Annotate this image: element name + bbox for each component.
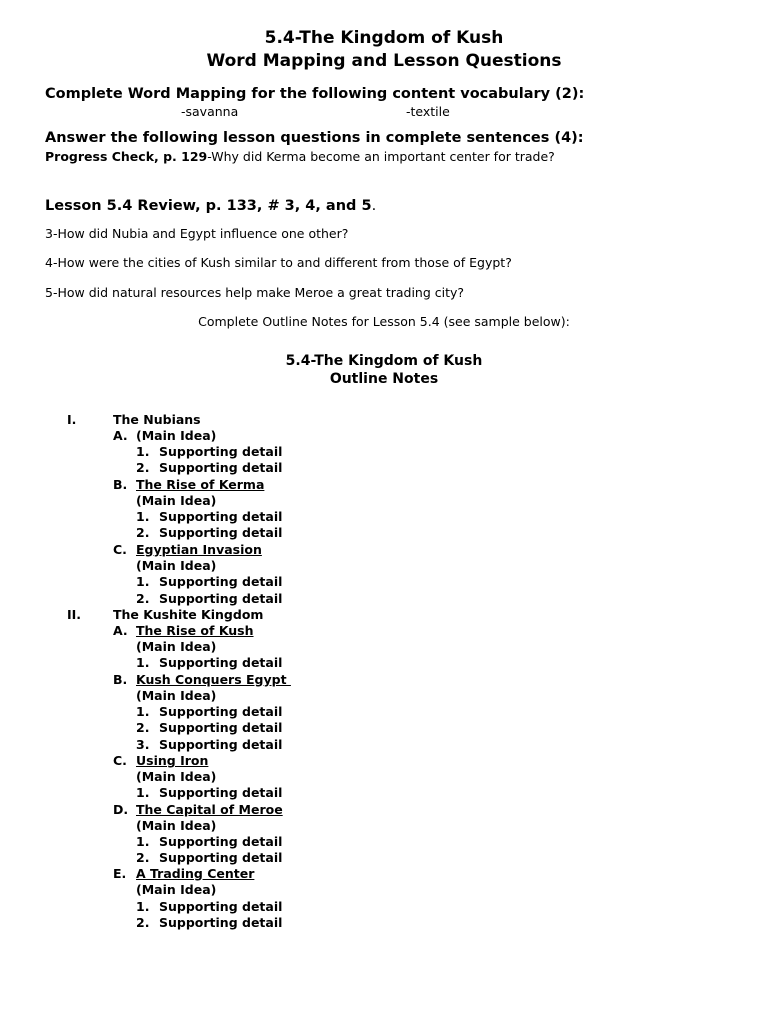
outline-number: 2. xyxy=(136,460,150,475)
page-title: 5.4-The Kingdom of Kush xyxy=(264,28,504,48)
outline-detail: Supporting detail xyxy=(159,655,283,670)
lesson-questions-heading: Answer the following lesson questions in complete sentences (4): xyxy=(45,130,584,146)
outline-section-kushite-kingdom: The Kushite Kingdom xyxy=(113,607,264,622)
outline-number: 3. xyxy=(136,737,150,752)
outline-main-idea: (Main Idea) xyxy=(136,882,217,897)
word-mapping-heading: Complete Word Mapping for the following content vocabulary (2): xyxy=(45,86,585,102)
outline-section-nubians: The Nubians xyxy=(113,412,201,427)
outline-letter: C. xyxy=(113,542,127,557)
outline-topic-rise-of-kush: The Rise of Kush xyxy=(136,623,254,638)
outline-number: 1. xyxy=(136,574,150,589)
outline-detail: Supporting detail xyxy=(159,834,283,849)
outline-detail: Supporting detail xyxy=(159,525,283,540)
outline-main-idea: (Main Idea) xyxy=(136,639,217,654)
outline-letter: A. xyxy=(113,623,128,638)
outline-letter: B. xyxy=(113,672,128,687)
progress-check-label: Progress Check, p. 129 xyxy=(45,149,208,164)
outline-detail: Supporting detail xyxy=(159,899,283,914)
outline-number: 1. xyxy=(136,785,150,800)
review-heading-period: . xyxy=(371,198,377,214)
page-subtitle: Word Mapping and Lesson Questions xyxy=(206,51,562,71)
outline-topic-capital-of-meroe: The Capital of Meroe xyxy=(136,802,283,817)
outline-number: 2. xyxy=(136,915,150,930)
outline-detail: Supporting detail xyxy=(159,720,283,735)
outline-numeral-i: I. xyxy=(67,412,77,427)
outline-detail: Supporting detail xyxy=(159,574,283,589)
outline-number: 1. xyxy=(136,899,150,914)
outline-letter: D. xyxy=(113,802,129,817)
outline-topic-trading-center: A Trading Center xyxy=(136,866,255,881)
outline-number: 1. xyxy=(136,655,150,670)
outline-subtitle: Outline Notes xyxy=(329,371,439,387)
outline-detail: Supporting detail xyxy=(159,704,283,719)
outline-main-idea: (Main Idea) xyxy=(136,428,217,443)
progress-check-question: -Why did Kerma become an important center for trade? xyxy=(207,149,555,164)
outline-number: 1. xyxy=(136,509,150,524)
outline-letter: E. xyxy=(113,866,127,881)
outline-topic-egyptian-invasion: Egyptian Invasion xyxy=(136,542,262,557)
outline-detail: Supporting detail xyxy=(159,737,283,752)
outline-main-idea: (Main Idea) xyxy=(136,558,217,573)
review-question-5: 5-How did natural resources help make Meroe a great trading city? xyxy=(45,285,465,300)
outline-detail: Supporting detail xyxy=(159,591,283,606)
outline-main-idea: (Main Idea) xyxy=(136,769,217,784)
outline-number: 1. xyxy=(136,834,150,849)
outline-detail: Supporting detail xyxy=(159,915,283,930)
outline-detail: Supporting detail xyxy=(159,850,283,865)
review-question-3: 3-How did Nubia and Egypt influence one other? xyxy=(45,226,349,241)
progress-check xyxy=(45,149,555,164)
outline-numeral-ii: II. xyxy=(67,607,82,622)
outline-detail: Supporting detail xyxy=(159,444,283,459)
vocab-textile: -textile xyxy=(406,104,450,119)
outline-number: 2. xyxy=(136,720,150,735)
outline-detail: Supporting detail xyxy=(159,785,283,800)
outline-number: 1. xyxy=(136,704,150,719)
outline-main-idea: (Main Idea) xyxy=(136,688,217,703)
outline-letter: B. xyxy=(113,477,128,492)
vocab-savanna: -savanna xyxy=(181,104,239,119)
outline-number: 2. xyxy=(136,591,150,606)
outline-topic-using-iron: Using Iron xyxy=(136,753,209,768)
review-heading xyxy=(45,198,376,214)
outline-topic-rise-of-kerma: The Rise of Kerma xyxy=(136,477,265,492)
outline-detail: Supporting detail xyxy=(159,460,283,475)
outline-topic-kush-conquers-egypt: Kush Conquers Egypt xyxy=(136,672,291,687)
outline-main-idea: (Main Idea) xyxy=(136,493,217,508)
outline-instruction: Complete Outline Notes for Lesson 5.4 (see sample below): xyxy=(198,314,570,329)
outline-title: 5.4-The Kingdom of Kush xyxy=(285,353,483,369)
outline-letter: C. xyxy=(113,753,127,768)
review-question-4: 4-How were the cities of Kush similar to and different from those of Egypt? xyxy=(45,255,512,270)
outline-number: 2. xyxy=(136,525,150,540)
outline-detail: Supporting detail xyxy=(159,509,283,524)
outline-number: 1. xyxy=(136,444,150,459)
review-heading-text: Lesson 5.4 Review, p. 133, # 3, 4, and 5 xyxy=(45,198,372,214)
outline-number: 2. xyxy=(136,850,150,865)
outline-letter: A. xyxy=(113,428,128,443)
outline-main-idea: (Main Idea) xyxy=(136,818,217,833)
